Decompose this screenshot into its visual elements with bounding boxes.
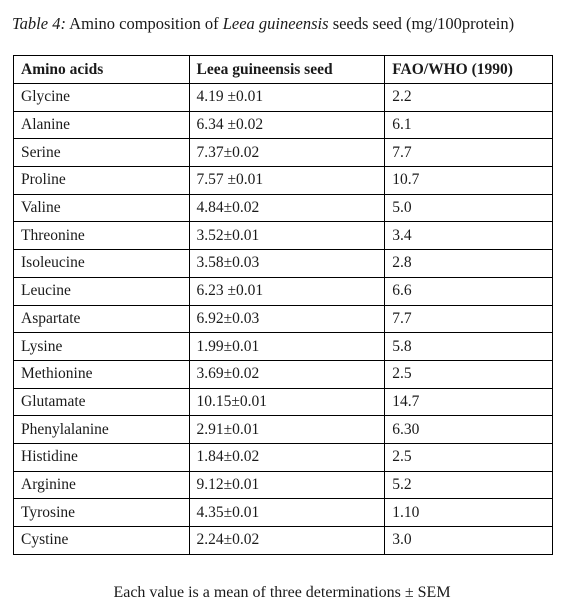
- fao-who-value-cell: 6.1: [385, 111, 553, 139]
- table-row: [14, 416, 553, 444]
- fao-who-value-cell: 2.5: [385, 443, 553, 471]
- table-row: [14, 388, 553, 416]
- amino-acid-cell: Aspartate: [14, 305, 190, 333]
- table-row: [14, 194, 553, 222]
- amino-acid-cell: Serine: [14, 139, 190, 167]
- leea-seed-value-cell: 6.92±0.03: [189, 305, 385, 333]
- table-row: [14, 139, 553, 167]
- leea-seed-value-cell: 1.99±0.01: [189, 333, 385, 361]
- fao-who-value-cell: 2.2: [385, 84, 553, 112]
- fao-who-value-cell: 7.7: [385, 305, 553, 333]
- amino-acid-cell: Phenylalanine: [14, 416, 190, 444]
- fao-who-value-cell: 3.0: [385, 527, 553, 555]
- fao-who-value-cell: 7.7: [385, 139, 553, 167]
- amino-composition-table: [13, 55, 553, 555]
- leea-seed-value-cell: 2.24±0.02: [189, 527, 385, 555]
- leea-seed-value-cell: 3.58±0.03: [189, 250, 385, 278]
- table-row: [14, 111, 553, 139]
- table-caption-label: Table 4:: [12, 14, 66, 33]
- table-footnote: Each value is a mean of three determinations ± SEM: [113, 584, 451, 601]
- amino-acid-cell: Isoleucine: [14, 250, 190, 278]
- table-row: [14, 333, 553, 361]
- leea-seed-value-cell: 10.15±0.01: [189, 388, 385, 416]
- table-row: [14, 305, 553, 333]
- header-fao-who: FAO/WHO (1990): [385, 56, 553, 84]
- fao-who-value-cell: 14.7: [385, 388, 553, 416]
- fao-who-value-cell: 5.8: [385, 333, 553, 361]
- fao-who-value-cell: 5.2: [385, 471, 553, 499]
- table-row: [14, 250, 553, 278]
- table-row: [14, 277, 553, 305]
- leea-seed-value-cell: 7.37±0.02: [189, 139, 385, 167]
- fao-who-value-cell: 6.6: [385, 277, 553, 305]
- amino-acid-cell: Valine: [14, 194, 190, 222]
- leea-seed-value-cell: 2.91±0.01: [189, 416, 385, 444]
- amino-acid-cell: Glutamate: [14, 388, 190, 416]
- fao-who-value-cell: 10.7: [385, 167, 553, 195]
- amino-acid-cell: Alanine: [14, 111, 190, 139]
- table-body: [14, 84, 553, 555]
- table-header-row: [14, 56, 553, 84]
- amino-acid-cell: Lysine: [14, 333, 190, 361]
- header-leea-seed: Leea guineensis seed: [189, 56, 385, 84]
- fao-who-value-cell: 2.8: [385, 250, 553, 278]
- amino-acid-cell: Tyrosine: [14, 499, 190, 527]
- amino-acid-cell: Arginine: [14, 471, 190, 499]
- leea-seed-value-cell: 4.84±0.02: [189, 194, 385, 222]
- fao-who-value-cell: 3.4: [385, 222, 553, 250]
- leea-seed-value-cell: 4.35±0.01: [189, 499, 385, 527]
- leea-seed-value-cell: 6.23 ±0.01: [189, 277, 385, 305]
- amino-acid-cell: Glycine: [14, 84, 190, 112]
- leea-seed-value-cell: 3.52±0.01: [189, 222, 385, 250]
- table-row: [14, 471, 553, 499]
- table-row: [14, 499, 553, 527]
- table-caption-unit: seeds seed (mg/100protein): [328, 14, 515, 33]
- amino-acid-cell: Leucine: [14, 277, 190, 305]
- table-row: [14, 443, 553, 471]
- table-row: [14, 167, 553, 195]
- amino-acid-cell: Methionine: [14, 360, 190, 388]
- amino-acid-cell: Cystine: [14, 527, 190, 555]
- table-row: [14, 84, 553, 112]
- table-row: [14, 527, 553, 555]
- fao-who-value-cell: 5.0: [385, 194, 553, 222]
- header-amino-acids: Amino acids: [14, 56, 190, 84]
- leea-seed-value-cell: 7.57 ±0.01: [189, 167, 385, 195]
- fao-who-value-cell: 6.30: [385, 416, 553, 444]
- amino-acid-cell: Proline: [14, 167, 190, 195]
- leea-seed-value-cell: 1.84±0.02: [189, 443, 385, 471]
- fao-who-value-cell: 2.5: [385, 360, 553, 388]
- table-caption: [12, 14, 514, 34]
- amino-acid-cell: Histidine: [14, 443, 190, 471]
- leea-seed-value-cell: 4.19 ±0.01: [189, 84, 385, 112]
- leea-seed-value-cell: 6.34 ±0.02: [189, 111, 385, 139]
- amino-acid-cell: Threonine: [14, 222, 190, 250]
- leea-seed-value-cell: 3.69±0.02: [189, 360, 385, 388]
- table-row: [14, 360, 553, 388]
- leea-seed-value-cell: 9.12±0.01: [189, 471, 385, 499]
- fao-who-value-cell: 1.10: [385, 499, 553, 527]
- table-caption-text: Amino composition of: [65, 14, 223, 33]
- table-caption-species: Leea guineensis: [222, 14, 329, 33]
- table-row: [14, 222, 553, 250]
